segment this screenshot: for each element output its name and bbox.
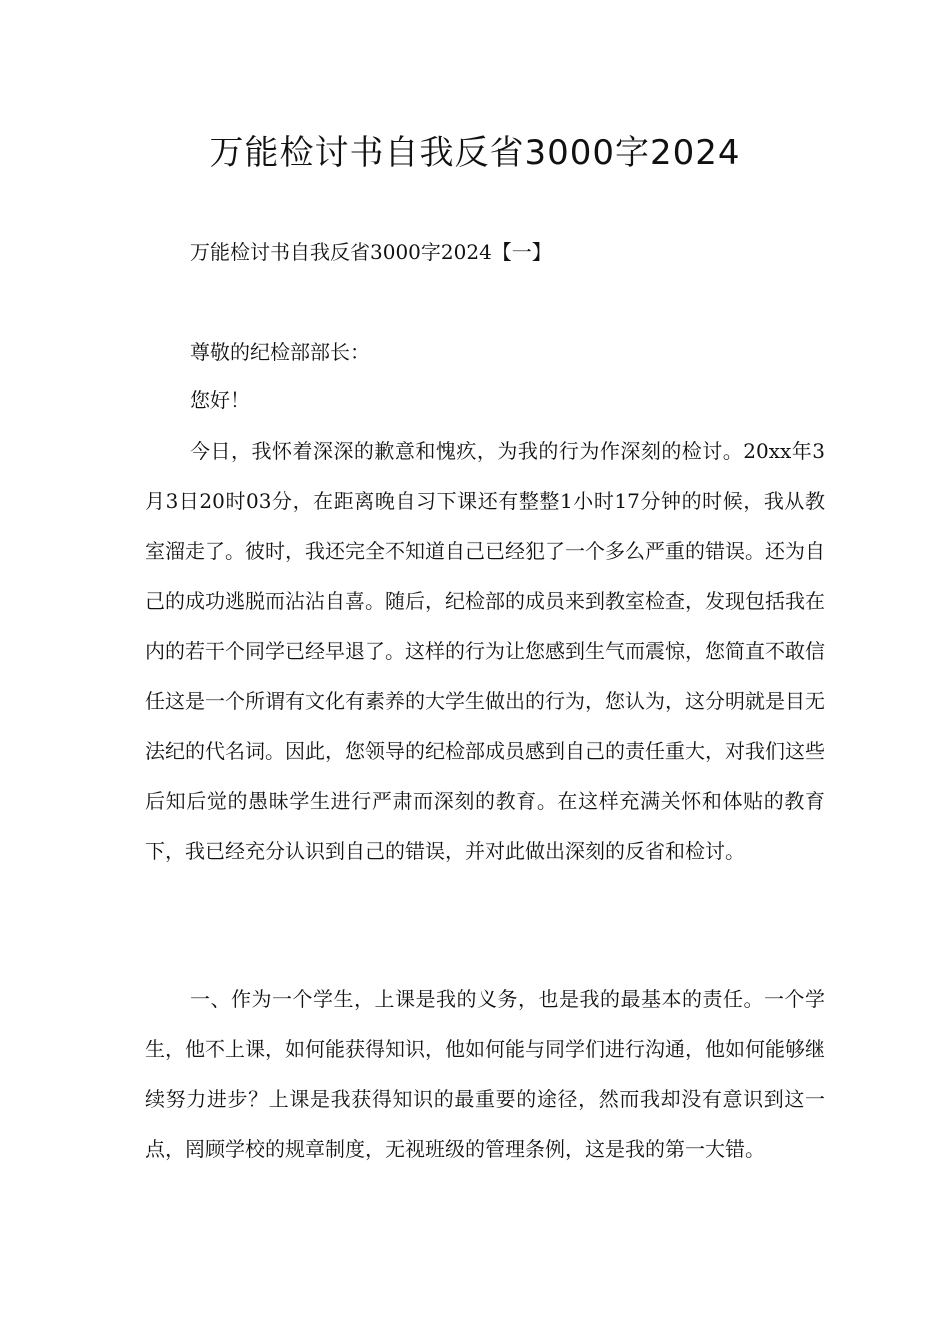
body-paragraph: 一、作为一个学生，上课是我的义务，也是我的最基本的责任。一个学生，他不上课，如何能获得知识，他如何能与同学们进行沟通，他如何能够继续努力进步？上课是我获得知识的最重要的途径，然而我却没有意识到这一点，罔顾学校的规章制度，无视班级的管理条例，这是我的第一大错。 (145, 987, 825, 1161)
salutation: 尊敬的纪检部部长： (190, 340, 370, 364)
body-paragraph: 今日，我怀着深深的歉意和愧疚，为我的行为作深刻的检讨。20xx年3月3日20时03分，在距离晚自习下课还有整整1小时17分钟的时候，我从教室溜走了。彼时，我还完全不知道自己已经犯了一个多么严重的错误。还为自己的成功逃脱而沾沾自喜。随后，纪检部的成员来到教室检查，发现包括我在内的若干个同学已经早退了。这样的行为让您感到生气而震惊，您简直不敢信任这是一个所谓有文化有素养的大学生做出的行为，您认为，这分明就是目无法纪的代名词。因此，您领导的纪检部成员感到自己的责任重大，对我们这些后知后觉的愚昧学生进行严肃而深刻的教育。在这样充满关怀和体贴的教育下，我已经充分认识到自己的错误，并对此做出深刻的反省和检讨。 (145, 439, 825, 863)
document-title: 万能检讨书自我反省3000字2024 (209, 133, 741, 173)
document-subtitle: 万能检讨书自我反省3000字2024【一】 (190, 240, 552, 264)
greeting: 您好！ (190, 388, 250, 412)
